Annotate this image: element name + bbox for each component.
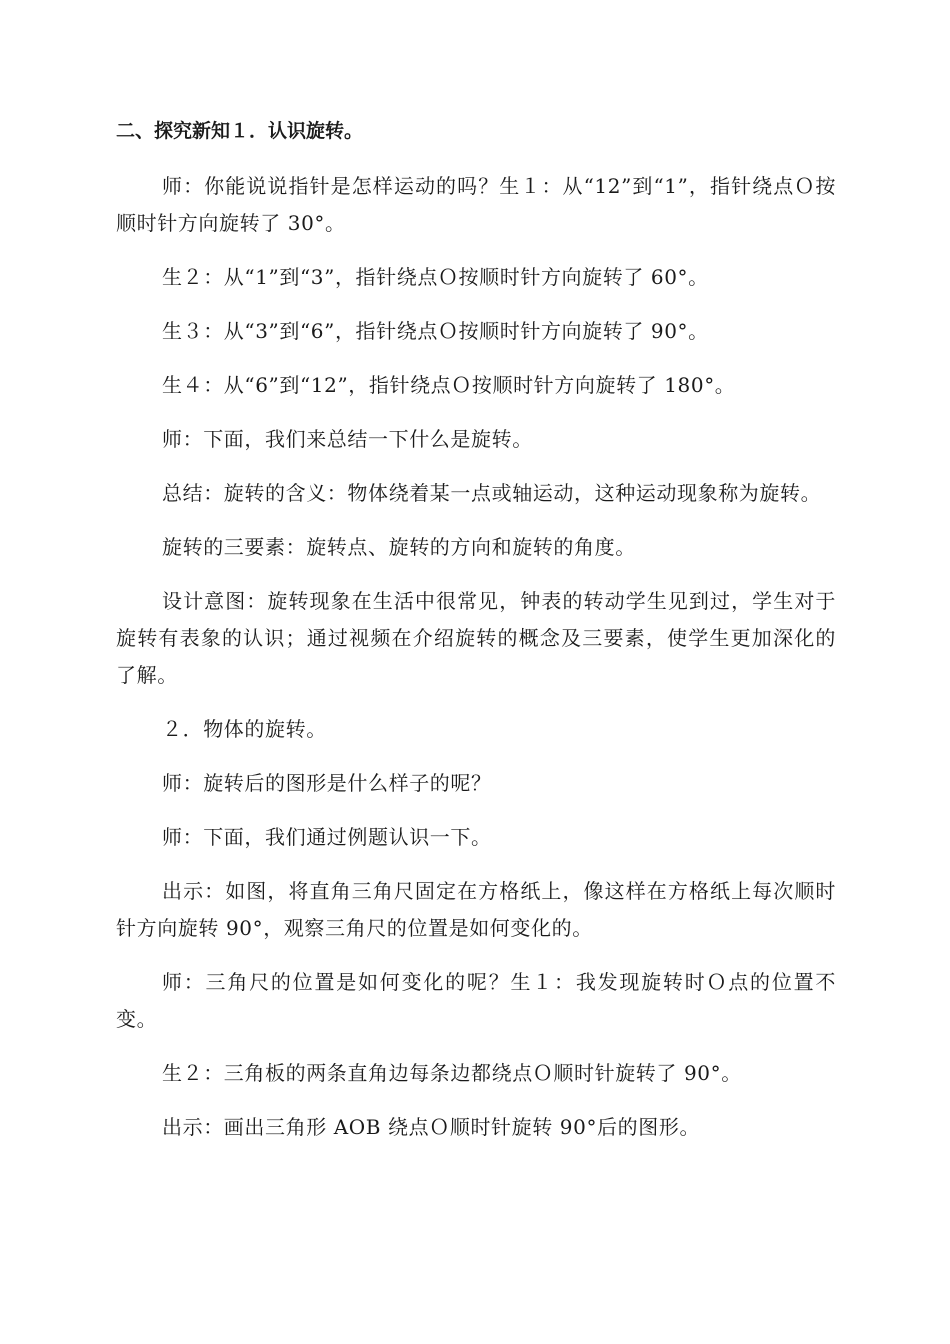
paragraph-teacher-example-intro: 师：下面，我们通过例题认识一下。: [162, 825, 492, 849]
paragraph-student-2: 生２：从“1”到“3”，指针绕点Ｏ按顺时针方向旋转了 60°。: [162, 265, 709, 289]
paragraph-subsection-object-rotation: ２．物体的旋转。: [162, 717, 327, 741]
section-heading: 二、探究新知１．认识旋转。: [116, 120, 364, 142]
paragraph-teacher-question-shape: 师：旋转后的图形是什么样子的呢？: [162, 771, 492, 795]
paragraph-show-triangle-ruler: 出示：如图，将直角三角尺固定在方格纸上，像这样在方格纸上每次顺时针方向旋转 90°，观察三角尺的位置是如何变化的。: [116, 879, 836, 940]
document-page: [116, 112, 836, 1163]
paragraph-teacher-question-clock: 师：你能说说指针是怎样运动的吗？生１：从“12”到“1”，指针绕点Ｏ按顺时针方向旋转了 30°。: [116, 174, 836, 235]
paragraph-teacher-question-position: 师：三角尺的位置是如何变化的呢？生１：我发现旋转时Ｏ点的位置不变。: [116, 970, 836, 1031]
paragraph-summary-definition: 总结：旋转的含义：物体绕着某一点或轴运动，这种运动现象称为旋转。: [162, 481, 822, 505]
paragraph-student-2-answer: 生２：三角板的两条直角边每条边都绕点Ｏ顺时针旋转了 90°。: [162, 1061, 742, 1085]
paragraph-student-3: 生３：从“3”到“6”，指针绕点Ｏ按顺时针方向旋转了 90°。: [162, 319, 709, 343]
paragraph-show-draw-triangle: 出示：画出三角形 AOB 绕点Ｏ顺时针旋转 90°后的图形。: [162, 1115, 701, 1139]
paragraph-teacher-summary-intro: 师：下面，我们来总结一下什么是旋转。: [162, 427, 533, 451]
paragraph-three-elements: 旋转的三要素：旋转点、旋转的方向和旋转的角度。: [162, 535, 636, 559]
paragraph-design-intent: 设计意图：旋转现象在生活中很常见，钟表的转动学生见到过，学生对于旋转有表象的认识；通过视频在介绍旋转的概念及三要素，使学生更加深化的了解。: [116, 589, 836, 687]
paragraph-student-4: 生４：从“6”到“12”，指针绕点Ｏ按顺时针方向旋转了 180°。: [162, 373, 736, 397]
